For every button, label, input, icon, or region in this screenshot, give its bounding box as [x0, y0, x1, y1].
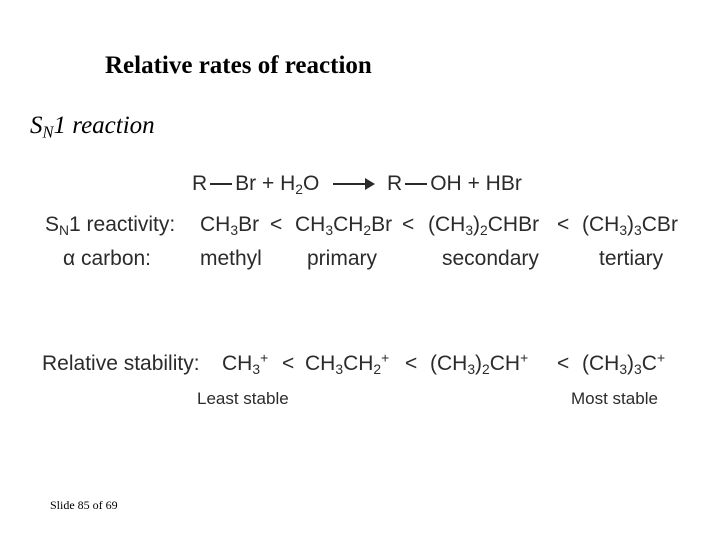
less-than: < [270, 213, 283, 236]
reactivity-label: $S_N1$ reactivity: [45, 213, 176, 238]
slide-title: Relative rates of reaction [105, 52, 372, 79]
stability-tertiary-cation: $(CH_3)_3C^+$ [582, 349, 666, 377]
alpha-carbon-primary: primary [307, 247, 378, 270]
alpha-carbon-tertiary: tertiary [599, 247, 664, 270]
reactivity-secondary: $(CH_3)_2CHBr$ [428, 213, 540, 238]
less-than: < [557, 213, 570, 236]
least-stable-label: Least stable [197, 389, 289, 408]
reaction-arrow-icon [333, 183, 373, 185]
slide-footer: Slide 85 of 69 [50, 498, 118, 512]
stability-methyl-cation: $CH_3^+$ [222, 349, 269, 377]
single-bond [405, 183, 427, 185]
reactivity-tertiary: $(CH_3)_3CBr$ [582, 213, 678, 238]
alpha-carbon-secondary: secondary [442, 247, 539, 270]
less-than: < [557, 352, 570, 375]
less-than: < [402, 213, 415, 236]
slide-subtitle: $S_N1$ reaction [30, 112, 155, 142]
alpha-carbon-label: α carbon: [63, 247, 152, 270]
stability-primary-cation: $CH_3CH_2^+$ [305, 349, 390, 377]
less-than: < [405, 352, 418, 375]
single-bond [210, 183, 232, 185]
most-stable-label: Most stable [571, 389, 658, 408]
reactivity-primary: $CH_3CH_2Br$ [295, 213, 393, 238]
reactivity-methyl: $CH_3Br$ [200, 213, 260, 238]
alpha-carbon-methyl: methyl [200, 247, 262, 270]
less-than: < [282, 352, 295, 375]
stability-secondary-cation: $(CH_3)_2CH^+$ [430, 349, 529, 377]
stability-label: Relative stability: [42, 352, 200, 375]
reaction-equation: R $Br + H_2O$ R OH + HBr [192, 172, 522, 197]
